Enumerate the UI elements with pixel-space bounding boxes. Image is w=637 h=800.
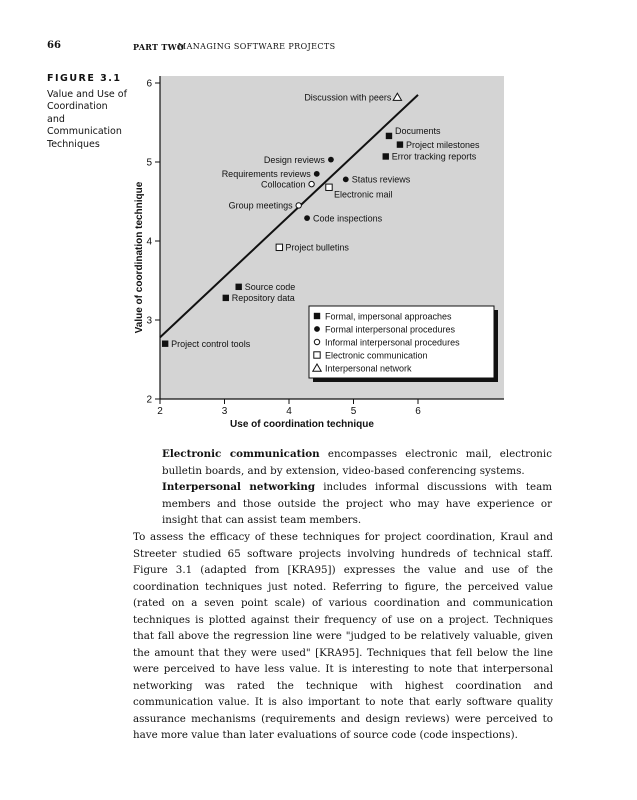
figure-caption: Value and Use of Coordination and Communication Techniques [47, 89, 127, 150]
definition-term: Electronic communication [162, 448, 320, 460]
data-point [386, 133, 392, 139]
legend-label: Informal interpersonal procedures [325, 337, 460, 348]
y-tick-label: 6 [146, 78, 152, 90]
definition-text: encompasses electronic mail, electronic bulletin boards, and by extension, video-based conferencing systems. [162, 448, 552, 477]
running-head-part: PART TWO [133, 42, 185, 52]
data-point [309, 181, 314, 186]
definition-interpersonal-networking [162, 479, 552, 529]
y-tick-label: 4 [146, 236, 152, 248]
data-label: Discussion with peers [304, 92, 392, 103]
data-point [276, 244, 282, 250]
data-label: Project bulletins [285, 242, 349, 253]
data-point [304, 215, 310, 221]
running-head-title: MANAGING SOFTWARE PROJECTS [178, 42, 336, 51]
data-point [328, 157, 334, 163]
data-label: Requirements reviews [221, 169, 311, 180]
data-label: Project milestones [405, 139, 480, 150]
data-point [162, 341, 168, 347]
data-point [235, 284, 241, 290]
data-label: Collocation [261, 179, 306, 190]
y-tick-label: 5 [146, 157, 152, 169]
data-label: Error tracking reports [391, 151, 477, 162]
definition-text: includes informal discussions with team members and those outside the project who may have experience or insight that can assist team members. [162, 481, 553, 526]
legend-label: Formal interpersonal procedures [325, 324, 456, 335]
y-tick-label: 3 [146, 315, 152, 327]
body-paragraph: To assess the efficacy of these techniques for project coordination, Kraul and Streeter studied 65 software projects involving hundreds of technical staff. Figure 3.1 (adapted from [KRA95]) expresses the value and use of the coordination techniques just noted. Referring to figure, the perceived value (rated on a seven point scale) of various coordination and communication techniques is plotted against their frequency of use on a project. Techniques that fall above the regression line were "judged to be relatively valuable, given the amount that they were used" [KRA95]. Techniques that fell below the line were perceived to have less value. It is interesting to note that interpersonal networking was rated the technique with highest coordination and communication value. It is also important to note that early software quality assurance mechanisms (requirements and design reviews) were perceived to have more value than later evaluations of source code (code inspections). [133, 531, 553, 741]
y-axis-label: Value of coordination technique [134, 181, 145, 334]
legend-marker [314, 313, 320, 319]
page-number: 66 [47, 40, 61, 51]
x-tick-label: 5 [350, 406, 357, 417]
data-point [296, 203, 301, 208]
data-label: Source code [244, 282, 296, 293]
figure-label: FIGURE 3.1 [47, 73, 122, 84]
data-point [397, 141, 403, 147]
data-point [223, 295, 229, 301]
data-point [383, 153, 389, 159]
definition-electronic-communication [162, 446, 552, 479]
x-tick-label: 3 [221, 406, 228, 417]
legend-marker [314, 326, 320, 332]
legend-marker [314, 352, 320, 358]
data-label: Repository data [231, 293, 295, 304]
definition-term: Interpersonal networking [162, 481, 316, 493]
y-tick-label: 2 [146, 394, 152, 406]
data-label: Documents [394, 125, 441, 136]
legend-label: Electronic communication [325, 350, 428, 361]
scatter-chart [130, 74, 510, 430]
data-label: Electronic mail [333, 189, 393, 200]
data-point [326, 184, 332, 190]
legend-label: Formal, impersonal approaches [325, 311, 452, 322]
x-tick-label: 6 [415, 406, 421, 417]
data-point [343, 176, 349, 182]
legend-marker [314, 339, 319, 344]
legend-label: Interpersonal network [325, 363, 412, 374]
data-label: Group meetings [228, 200, 293, 211]
data-point [314, 171, 320, 177]
x-axis-label: Use of coordination technique [230, 419, 374, 430]
data-label: Status reviews [351, 174, 411, 185]
x-tick-label: 2 [157, 406, 163, 417]
data-label: Design reviews [263, 154, 325, 165]
data-label: Code inspections [313, 213, 383, 224]
data-label: Project control tools [171, 338, 251, 349]
x-tick-label: 4 [286, 406, 292, 417]
